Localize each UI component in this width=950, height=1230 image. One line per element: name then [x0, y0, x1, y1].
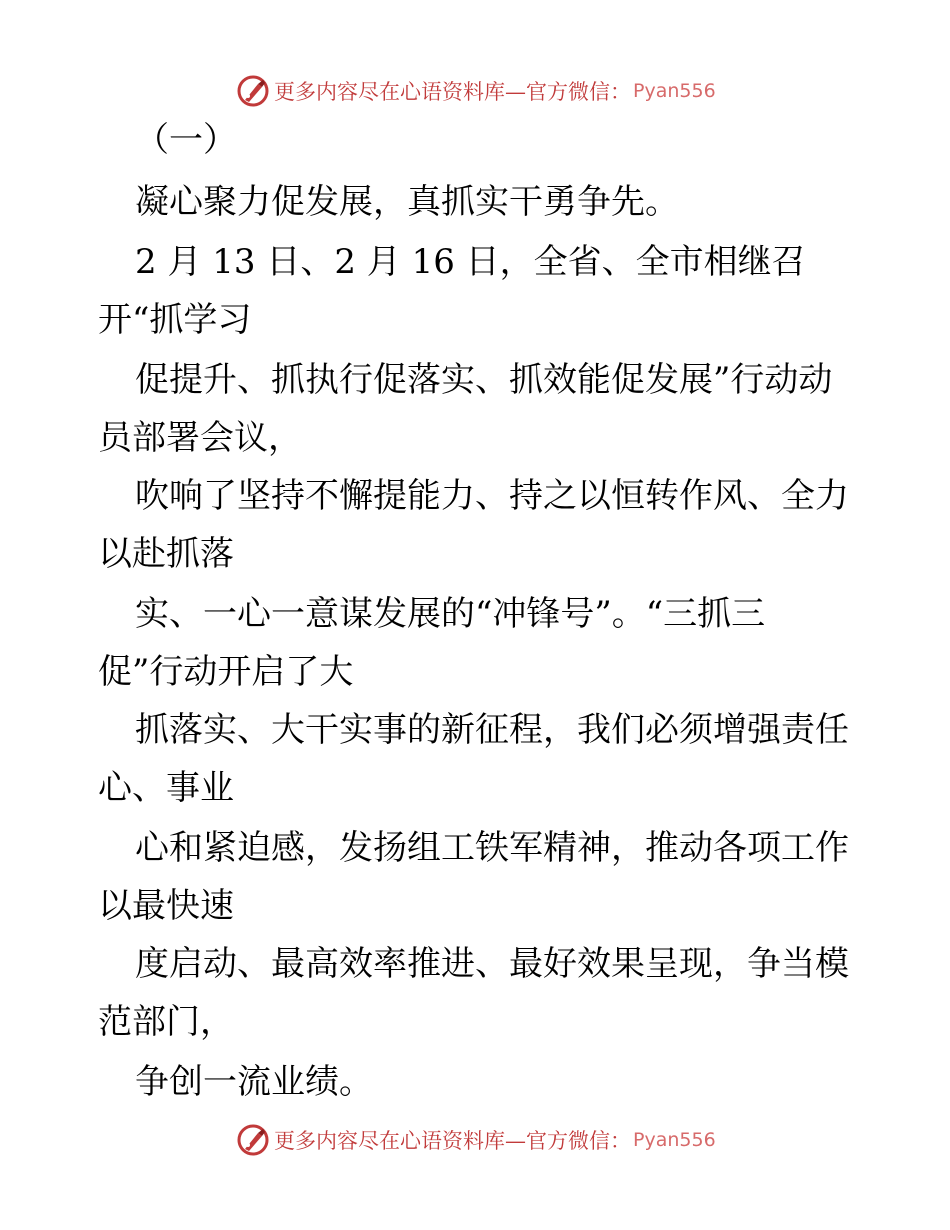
text-line: 吹响了坚持不懈提能力、持之以恒转作风、全力	[135, 476, 849, 516]
text-line: 促”行动开启了大	[98, 652, 354, 692]
text-line: 范部门，	[98, 1002, 234, 1042]
text-line: 度启动、最高效率推进、最好效果呈现，争当模	[135, 944, 849, 984]
text-line: 开“抓学习	[98, 300, 252, 340]
text-line: 以最快速	[98, 886, 234, 926]
text-line: 2 月 13 日、2 月 16 日，全省、全市相继召	[135, 242, 806, 282]
text-line: 员部署会议，	[98, 418, 302, 458]
header-wechat-id: Pyan556	[633, 80, 716, 102]
header-banner	[236, 73, 716, 109]
text-line: 心、事业	[98, 768, 234, 808]
header-brand-text: 更多内容尽在心语资料库—官方微信：	[274, 80, 631, 104]
text-line: 抓落实、大干实事的新征程，我们必须增强责任	[135, 710, 849, 750]
pen-logo-icon	[236, 74, 270, 108]
text-line: 以赴抓落	[98, 534, 234, 574]
footer-banner	[236, 1122, 716, 1158]
text-line: 促提升、抓执行促落实、抓效能促发展”行动动	[135, 360, 833, 400]
text-line: 心和紧迫感，发扬组工铁军精神，推动各项工作	[135, 828, 849, 868]
text-line: （一）	[135, 120, 237, 160]
text-line: 实、一心一意谋发展的“冲锋号”。“三抓三	[135, 594, 766, 634]
footer-wechat-id: Pyan556	[633, 1129, 716, 1151]
footer-brand-text: 更多内容尽在心语资料库—官方微信：	[274, 1129, 631, 1153]
text-line: 凝心聚力促发展，真抓实干勇争先。	[135, 182, 679, 222]
pen-logo-icon	[236, 1123, 270, 1157]
text-line: 争创一流业绩。	[135, 1062, 373, 1102]
